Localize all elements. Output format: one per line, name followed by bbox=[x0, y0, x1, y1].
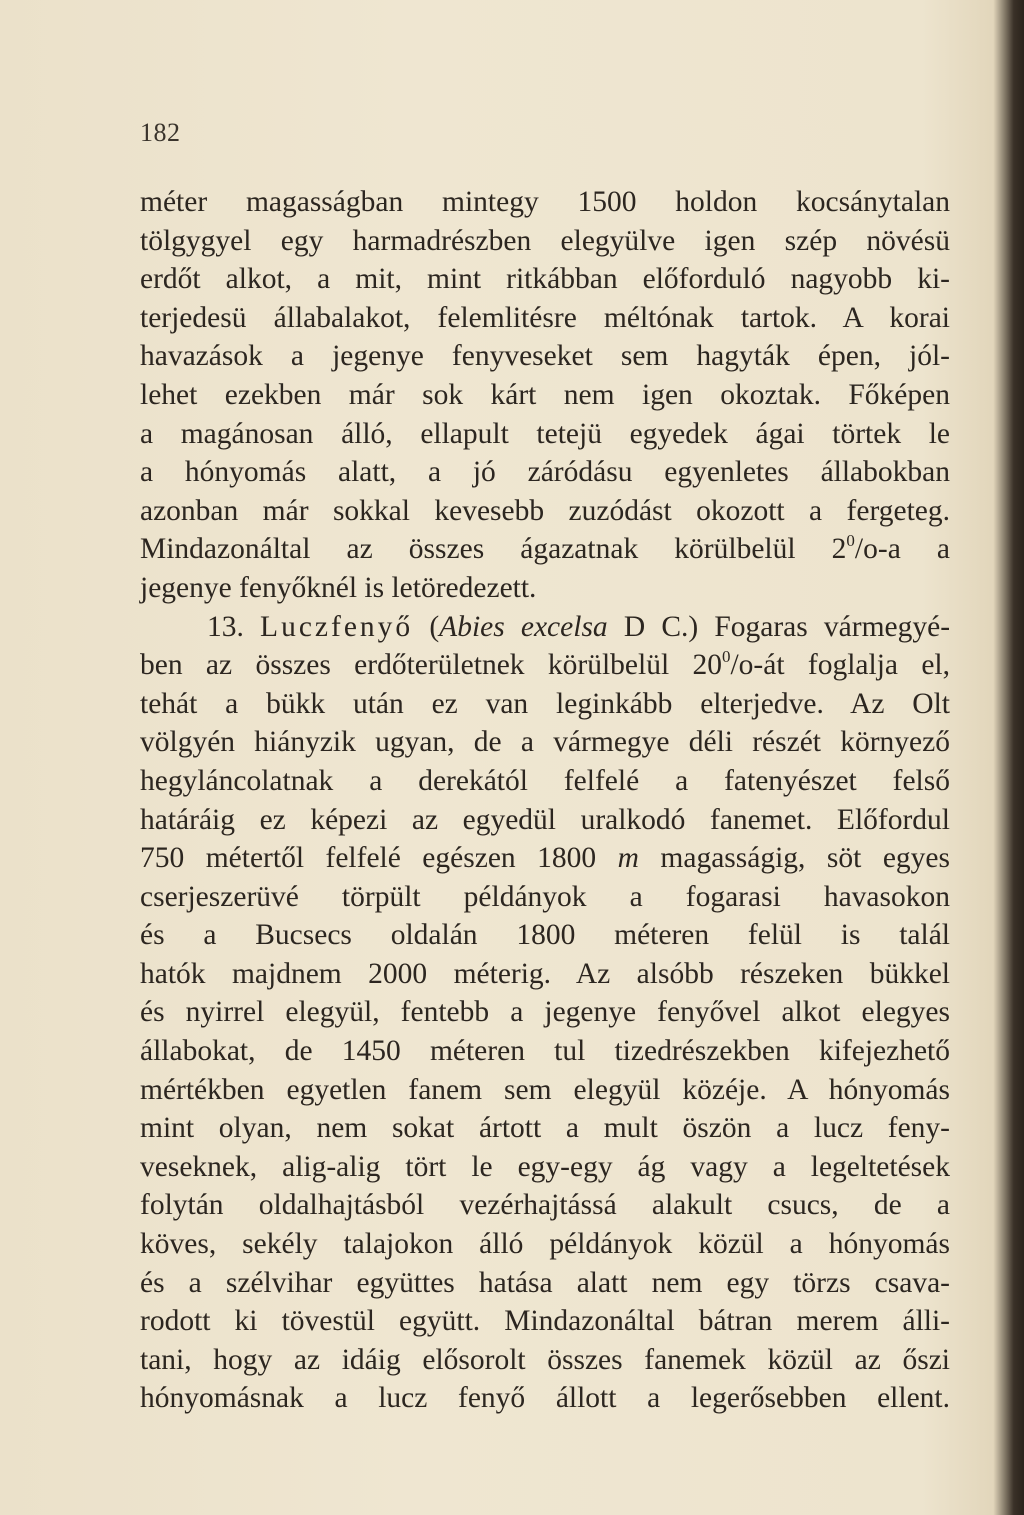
percent-superscript: 0 bbox=[846, 531, 855, 551]
text-line bbox=[140, 646, 950, 685]
text-segment: 750 métertől felfelé egészen 1800 bbox=[140, 842, 618, 875]
species-name: Luczfenyő bbox=[260, 610, 414, 643]
text-line: köves, sekély talajokon álló példányok közül a hónyomás bbox=[140, 1228, 950, 1261]
text-segment: /o-át foglalja el, bbox=[730, 649, 950, 682]
text-segment: magasságig, söt egyes bbox=[638, 842, 950, 875]
text-line: hegyláncolatnak a derekától felfelé a fatenyészet felső bbox=[140, 764, 950, 797]
text-segment: D C.) Fogaras vármegyé- bbox=[607, 610, 951, 643]
body-text bbox=[140, 183, 950, 1418]
text-line: havazások a jegenye fenyveseket sem hagyták épen, jól- bbox=[140, 340, 950, 373]
text-segment: /o-a a bbox=[854, 533, 950, 566]
text-line: lehet ezekben már sok kárt nem igen okoztak. Főképen bbox=[140, 378, 950, 411]
latin-name: Abies excelsa bbox=[439, 610, 608, 643]
text-line: tani, hogy az idáig elősorolt összes fanemek közül az őszi bbox=[140, 1343, 950, 1376]
text-line: azonban már sokkal kevesebb zuzódást okozott a fergeteg. bbox=[140, 494, 950, 527]
text-line: hatók majdnem 2000 méterig. Az alsóbb részeken bükkel bbox=[140, 957, 950, 990]
text-line: cserjeszerüvé törpült példányok a fogarasi havasokon bbox=[140, 880, 950, 913]
text-line: méter magasságban mintegy 1500 holdon kocsánytalan bbox=[140, 186, 950, 218]
text-line: és nyirrel elegyül, fentebb a jegenye fenyővel alkot elegyes bbox=[140, 996, 950, 1029]
text-line: hónyomásnak a lucz fenyő állott a legerősebben ellent. bbox=[140, 1382, 950, 1415]
text-line bbox=[140, 608, 950, 647]
unit-italic: m bbox=[617, 842, 639, 875]
text-line: jegenye fenyőknél is letöredezett. bbox=[140, 571, 537, 604]
text-segment: ( bbox=[429, 610, 440, 643]
text-line: tehát a bükk után ez van leginkább elterjedve. Az Olt bbox=[140, 687, 950, 720]
text-line: völgyén hiányzik ugyan, de a vármegye déli részét környező bbox=[140, 726, 950, 759]
text-line: és a szélvihar együttes hatása alatt nem egy törzs csava- bbox=[140, 1266, 950, 1299]
page-number: 182 bbox=[140, 118, 181, 147]
text-line: mint olyan, nem sokat ártott a mult öszön a lucz feny- bbox=[140, 1112, 950, 1145]
text-line: és a Bucsecs oldalán 1800 méteren felül is talál bbox=[140, 919, 950, 952]
text-line: folytán oldalhajtásból vezérhajtássá alakult csucs, de a bbox=[140, 1189, 950, 1222]
text-segment: Mindazonáltal az összes ágazatnak körülbelül 2 bbox=[140, 533, 847, 566]
text-line: állabokat, de 1450 méteren tul tizedrészekben kifejezhető bbox=[140, 1035, 950, 1068]
text-line: határáig ez képezi az egyedül uralkodó fanemet. Előfordul bbox=[140, 803, 950, 836]
text-line bbox=[140, 839, 950, 878]
text-line: a hónyomás alatt, a jó záródásu egyenletes állabokban bbox=[140, 456, 950, 489]
text-line bbox=[140, 530, 950, 569]
percent-superscript: 0 bbox=[721, 647, 731, 667]
text-line: mértékben egyetlen fanem sem elegyül közéje. A hónyomás bbox=[140, 1073, 950, 1106]
text-line: veseknek, alig-alig tört le egy-egy ág vagy a legeltetések bbox=[140, 1150, 950, 1183]
text-line: terjedesü állabalakot, felemlitésre méltónak tartok. A korai bbox=[140, 301, 950, 334]
text-line: tölgygyel egy harmadrészben elegyülve igen szép növésü bbox=[140, 224, 950, 257]
text-line: a magánosan álló, ellapult tetejü egyedek ágai törtek le bbox=[140, 417, 950, 450]
text-line: erdőt alkot, a mit, mint ritkábban előforduló nagyobb ki- bbox=[140, 263, 950, 296]
text-segment: ben az összes erdőterületnek körülbelül 20 bbox=[140, 649, 722, 682]
text-line: rodott ki tövestül együtt. Mindazonáltal bátran merem álli- bbox=[140, 1305, 950, 1338]
section-number: 13. bbox=[207, 610, 261, 643]
